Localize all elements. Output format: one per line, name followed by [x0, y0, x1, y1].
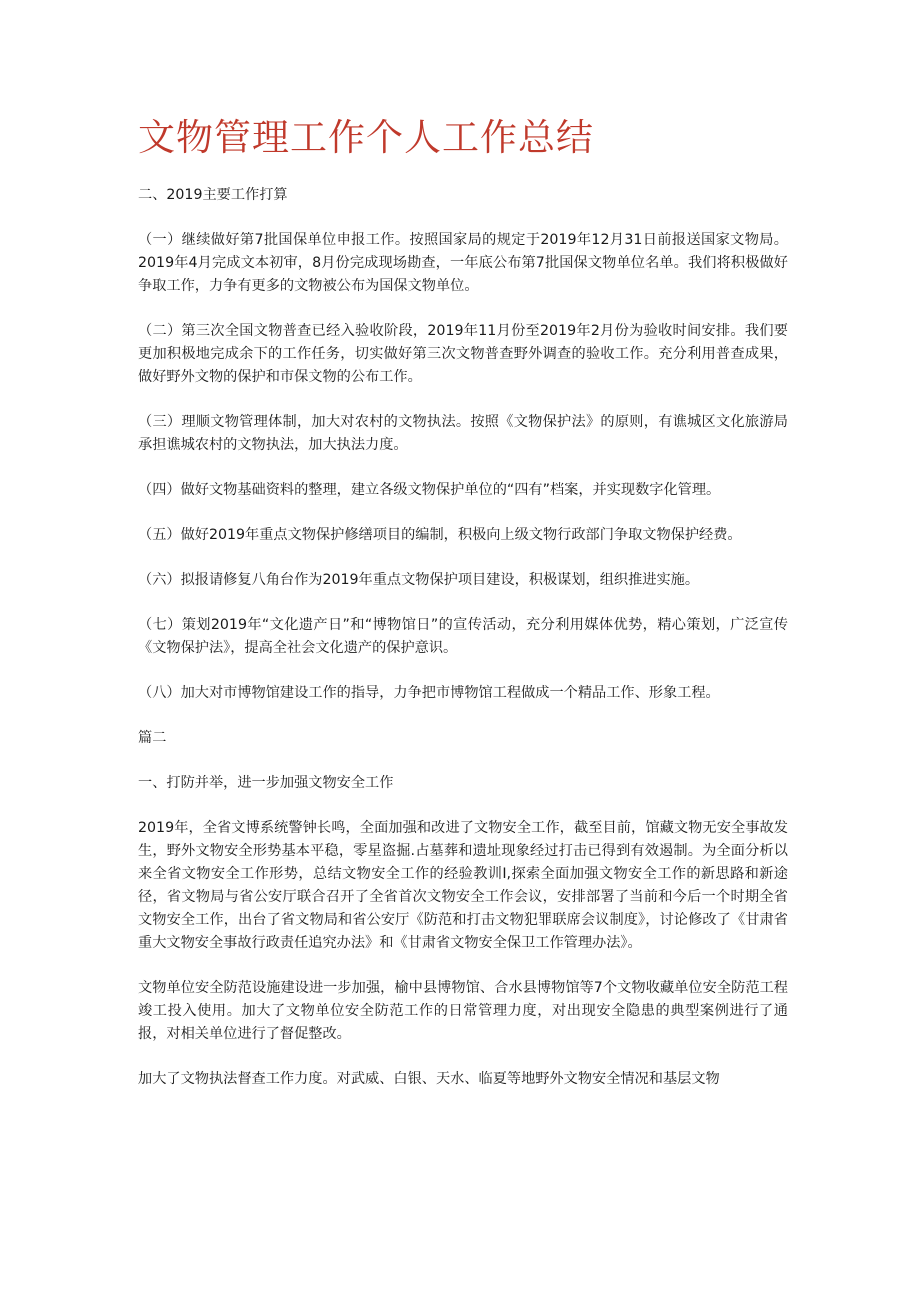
paragraph-safety-facilities: 文物单位安全防范设施建设进一步加强，榆中县博物馆、合水县博物馆等7个文物收藏单位安全防范工程竣工投入使用。加大了文物单位安全防范工作的日常管理力度，对出现安全隐患的典型案例进行了通报，对相关单位进行了督促整改。: [138, 980, 788, 1042]
paragraph-item-4: （四）做好文物基础资料的整理，建立各级文物保护单位的“四有”档案，并实现数字化管理。: [138, 482, 721, 498]
paragraph-item-8: （八）加大对市博物馆建设工作的指导，力争把市博物馆工程做成一个精品工作、形象工程。: [138, 685, 720, 701]
paragraph-item-3: （三）理顺文物管理体制，加大对农村的文物执法。按照《文物保护法》的原则，有谯城区文化旅游局承担谯城农村的文物执法，加大执法力度。: [138, 414, 788, 453]
section-heading-part-two: 篇二: [138, 730, 167, 746]
section-heading-plans: 二、2019主要工作打算: [138, 187, 288, 203]
paragraph-item-7: （七）策划2019年“文化遗产日”和“博物馆日”的宣传活动，充分利用媒体优势，精心策划，广泛宣传《文物保护法》，提高全社会文化遗产的保护意识。: [138, 617, 788, 656]
paragraph-item-1: （一）继续做好第7批国保单位申报工作。按照国家局的规定于2019年12月31日前报送国家文物局。2019年4月完成文本初审，8月份完成现场勘查，一年底公布第7批国保文物单位名单。我们将积极做好争取工作，力争有更多的文物被公布为国保文物单位。: [138, 232, 788, 294]
paragraph-enforcement: 加大了文物执法督查工作力度。对武威、白银、天水、临夏等地野外文物安全情况和基层文物: [138, 1071, 720, 1087]
document-body: [138, 184, 788, 1091]
paragraph-item-2: （二）第三次全国文物普查已经入验收阶段，2019年11月份至2019年2月份为验收时间安排。我们要更加积极地完成余下的工作任务，切实做好第三次文物普查野外调查的验收工作。充分利用普查成果，做好野外文物的保护和市保文物的公布工作。: [138, 323, 788, 385]
paragraph-item-5: （五）做好2019年重点文物保护修缮项目的编制，积极向上级文物行政部门争取文物保护经费。: [138, 527, 742, 543]
document-page: [138, 0, 788, 1113]
document-title: 文物管理工作个人工作总结: [138, 116, 594, 159]
paragraph-safety-overview: 2019年，全省文博系统警钟长鸣，全面加强和改进了文物安全工作，截至目前，馆藏文物无安全事故发生，野外文物安全形势基本平稳，零星盗掘.占墓葬和遗址现象经过打击已得到有效遏制。为全面分析以来全省文物安全工作形势，总结文物安全工作的经验教训I,探索全面加强文物安全工作的新思路和新途径，省文物局与省公安厅联合召开了全省首次文物安全工作会议，安排部署了当前和今后一个时期全省文物安全工作，出台了省文物局和省公安厅《防范和打击文物犯罪联席会议制度》，讨论修改了《甘肃省重大文物安全事故行政责任追究办法》和《甘肃省文物安全保卫工作管理办法》。: [138, 820, 788, 951]
paragraph-item-6: （六）拟报请修复八角台作为2019年重点文物保护项目建设，积极谋划，组织推进实施。: [138, 572, 700, 588]
section-heading-safety: 一、打防并举，进一步加强文物安全工作: [138, 775, 394, 791]
